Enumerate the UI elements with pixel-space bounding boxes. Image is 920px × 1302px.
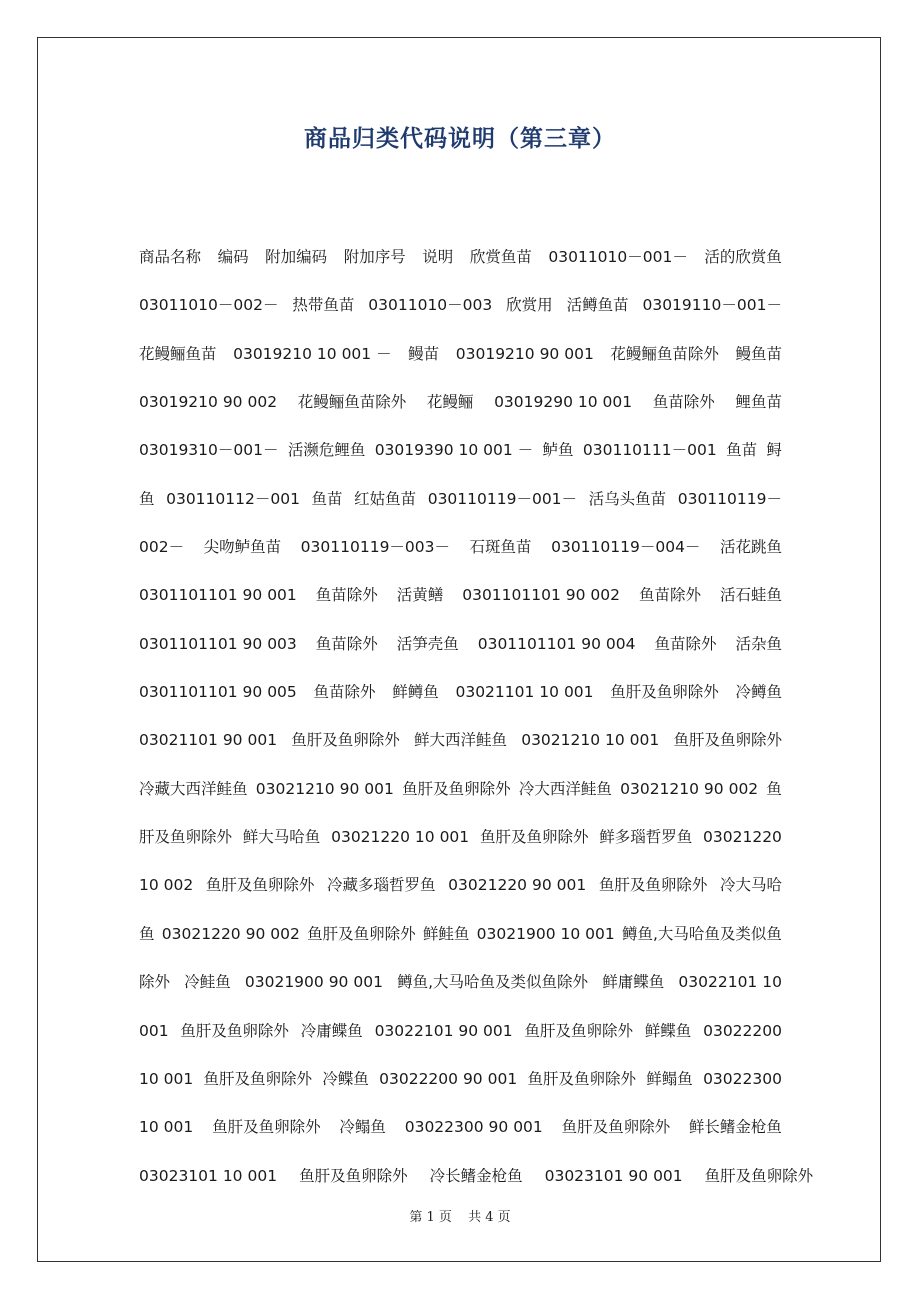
text-segment: 鲜大西洋鲑鱼 [413, 731, 507, 750]
text-segment: 03019310－001－ [139, 441, 279, 460]
text-line [139, 868, 782, 916]
text-segment: 鳗鱼苗 [735, 344, 782, 363]
text-segment: 03019290 10 001 [494, 393, 633, 412]
text-segment: 鱼苗除外 [638, 586, 701, 605]
text-segment: 03021900 10 001 [476, 924, 615, 943]
text-line [139, 530, 782, 578]
text-line [139, 723, 782, 771]
text-segment: 鱼肝及鱼卵除外 [561, 1118, 671, 1137]
text-segment: 鱼肝及鱼卵除外 [299, 1166, 408, 1185]
text-segment: 冷鲽鱼 [322, 1069, 369, 1088]
text-line [139, 820, 782, 868]
text-segment: 花鳗鲡鱼苗 [139, 344, 217, 363]
text-segment: 鲜鳟鱼 [392, 683, 439, 702]
text-segment: 冷鳟鱼 [735, 683, 782, 702]
text-line [139, 1014, 782, 1062]
text-segment: 鱼苗除外 [652, 393, 715, 412]
text-segment: 10 001 [139, 1069, 194, 1088]
text-line [139, 240, 782, 288]
text-segment: 活的欣赏鱼 [704, 248, 782, 266]
text-segment: 活乌头鱼苗 [588, 489, 667, 508]
text-segment: 鱼肝及鱼卵除外 [673, 731, 782, 750]
text-line [139, 337, 782, 385]
text-segment: 鲜鳎鱼 [646, 1069, 693, 1088]
text-segment: 0301101101 90 001 [139, 586, 297, 605]
document-title: 商品归类代码说明（第三章） [304, 126, 616, 152]
text-line [139, 1062, 782, 1110]
text-segment: 活笋壳鱼 [396, 634, 459, 653]
text-segment: 鲜多瑙哲罗鱼 [599, 828, 693, 847]
text-segment: 030110112－001 [166, 489, 300, 508]
text-segment: 鱼苗 [311, 489, 343, 508]
text-segment: 03011010－003 [368, 296, 493, 315]
text-segment: 0301101101 90 003 [139, 634, 297, 653]
text-segment: 03021220 10 001 [331, 828, 470, 847]
text-segment: 鱼肝及鱼卵除外 [212, 1118, 321, 1137]
text-line [139, 627, 782, 675]
text-segment: 冷长鳍金枪鱼 [429, 1166, 523, 1185]
text-segment: 附加编码 [265, 248, 328, 266]
text-segment: 鲟 [766, 441, 782, 460]
text-segment: 肝及鱼卵除外 [139, 828, 233, 847]
text-segment: 03021210 90 001 [255, 779, 394, 798]
text-segment: 活鳟鱼苗 [566, 296, 629, 315]
text-line [139, 1110, 782, 1158]
text-segment: 03019110－001－ [642, 296, 782, 315]
text-segment: 花鳗鲡 [426, 393, 474, 412]
text-segment: 说明 [422, 248, 454, 266]
text-segment: 0301101101 90 004 [477, 634, 636, 653]
text-segment: 红姑鱼苗 [354, 489, 417, 508]
text-segment: 030110111－001 [582, 441, 717, 460]
text-segment: 10 001 [139, 1118, 194, 1137]
text-segment: 鲜鲽鱼 [644, 1021, 692, 1040]
text-line [139, 385, 782, 433]
text-segment: 鱼肝及鱼卵除外 [205, 876, 315, 895]
text-line [139, 433, 782, 481]
text-segment: 03022200 90 001 [379, 1069, 518, 1088]
text-segment: 花鳗鲡鱼苗除外 [610, 344, 719, 363]
text-segment: 鱼肝及鱼卵除外 [704, 1166, 814, 1185]
text-segment: 03019210 90 001 [455, 344, 594, 363]
text-segment: 030110119－003－ [300, 538, 451, 557]
text-segment: 商品名称 [139, 248, 202, 266]
text-segment: 鱼 [139, 489, 155, 508]
text-segment: 欣赏鱼苗 [469, 248, 532, 266]
text-segment: 鳟鱼,大马哈鱼及类似鱼除外 [397, 973, 589, 992]
text-segment: 03021101 10 001 [455, 683, 594, 702]
text-segment: 编码 [217, 248, 249, 266]
text-segment: 03022300 [703, 1069, 782, 1088]
text-segment: 03021900 90 001 [244, 973, 383, 992]
text-segment: 03023101 90 001 [544, 1166, 683, 1185]
text-segment: 鱼肝及鱼卵除外 [291, 731, 400, 750]
text-segment: 鱼肝及鱼卵除外 [203, 1069, 313, 1088]
text-segment: 030110119－ [677, 489, 782, 508]
text-segment: 活杂鱼 [735, 634, 782, 653]
text-segment: 冷鲑鱼 [184, 973, 231, 992]
text-segment: 冷大马哈 [719, 876, 782, 895]
text-line [139, 675, 782, 723]
text-line [139, 1159, 814, 1207]
text-segment: 03021210 10 001 [521, 731, 660, 750]
text-segment: 鱼 [139, 924, 155, 943]
text-segment: 鲜长鳍金枪鱼 [688, 1118, 782, 1137]
text-segment: 花鳗鲡鱼苗除外 [297, 393, 407, 412]
text-segment: 03011010－002－ [139, 296, 279, 315]
text-segment: 鱼肝及鱼卵除外 [524, 1021, 633, 1040]
text-segment: 鱼肝及鱼卵除外 [402, 779, 511, 798]
text-segment: 欣赏用 [506, 296, 553, 315]
text-segment: 鱼肝及鱼卵除外 [598, 876, 708, 895]
page-total: 共 4 页 [468, 1210, 511, 1225]
text-segment: 鱼苗除外 [654, 634, 717, 653]
text-segment: 03019390 10 001 － [374, 441, 534, 460]
text-segment: 鲈鱼 [542, 441, 574, 460]
text-segment: 鲜鲑鱼 [422, 924, 470, 943]
text-segment: 03021220 90 001 [448, 876, 587, 895]
text-segment: 鱼肝及鱼卵除外 [307, 924, 416, 943]
text-segment: 附加序号 [343, 248, 406, 266]
text-segment: 03021210 90 002 [620, 779, 759, 798]
text-segment: 03011010－001－ [548, 248, 688, 266]
text-segment: 03022101 10 [678, 973, 782, 992]
text-segment: 活黄鳝 [396, 586, 444, 605]
text-segment: 鱼 [766, 779, 782, 798]
text-line [139, 578, 782, 626]
text-segment: 鳟鱼,大马哈鱼及类似鱼 [622, 924, 782, 943]
text-segment: 活濒危鲤鱼 [287, 441, 366, 460]
text-segment: 鲤鱼苗 [735, 393, 782, 412]
text-segment: 03022200 [703, 1021, 782, 1040]
page-number: 第 1 页 [409, 1210, 452, 1225]
text-segment: 鱼肝及鱼卵除外 [180, 1021, 289, 1040]
text-segment: 鱼苗除外 [315, 634, 378, 653]
text-segment: 冷鳎鱼 [339, 1118, 386, 1137]
text-segment: 活石蛙鱼 [719, 586, 782, 605]
text-segment: 冷藏大西洋鲑鱼 [139, 779, 248, 798]
text-line [139, 965, 782, 1013]
text-segment: 热带鱼苗 [292, 296, 355, 315]
text-line [139, 482, 782, 530]
text-segment: 03021220 [703, 828, 782, 847]
text-segment: 鲜庸鲽鱼 [602, 973, 665, 992]
text-segment: 鲜大马哈鱼 [242, 828, 321, 847]
text-segment: 03019210 10 001 － [233, 344, 392, 363]
text-segment: 03019210 90 002 [139, 393, 278, 412]
text-segment: 03023101 10 001 [139, 1166, 278, 1185]
text-line [139, 917, 782, 965]
text-segment: 鱼肝及鱼卵除外 [527, 1069, 636, 1088]
text-segment: 03021220 90 002 [161, 924, 300, 943]
text-segment: 0301101101 90 002 [462, 586, 620, 605]
text-segment: 除外 [139, 973, 171, 992]
text-segment: 石斑鱼苗 [469, 538, 532, 557]
text-line [139, 772, 782, 820]
text-segment: 活花跳鱼 [719, 538, 782, 557]
text-segment: 冷藏多瑙哲罗鱼 [327, 876, 436, 895]
text-line [139, 288, 782, 336]
text-segment: 鱼苗 [726, 441, 758, 460]
text-segment: 冷大西洋鲑鱼 [518, 779, 612, 798]
text-segment: 鱼苗除外 [313, 683, 376, 702]
document-body [139, 240, 814, 1207]
text-segment: 尖吻鲈鱼苗 [203, 538, 282, 557]
text-segment: 鳗苗 [408, 344, 440, 363]
text-segment: 03021101 90 001 [139, 731, 278, 750]
page-footer [0, 1206, 920, 1225]
text-segment: 鱼肝及鱼卵除外 [479, 828, 589, 847]
text-segment: 030110119－004－ [551, 538, 701, 557]
text-segment: 002－ [139, 538, 185, 557]
text-segment: 001 [139, 1021, 169, 1040]
text-segment: 10 002 [139, 876, 194, 895]
text-segment: 鱼肝及鱼卵除外 [610, 683, 719, 702]
text-segment: 030110119－001－ [427, 489, 578, 508]
text-segment: 03022300 90 001 [404, 1118, 543, 1137]
text-segment: 冷庸鲽鱼 [300, 1021, 363, 1040]
text-segment: 鱼苗除外 [315, 586, 378, 605]
text-segment: 0301101101 90 005 [139, 683, 297, 702]
text-segment: 03022101 90 001 [374, 1021, 513, 1040]
